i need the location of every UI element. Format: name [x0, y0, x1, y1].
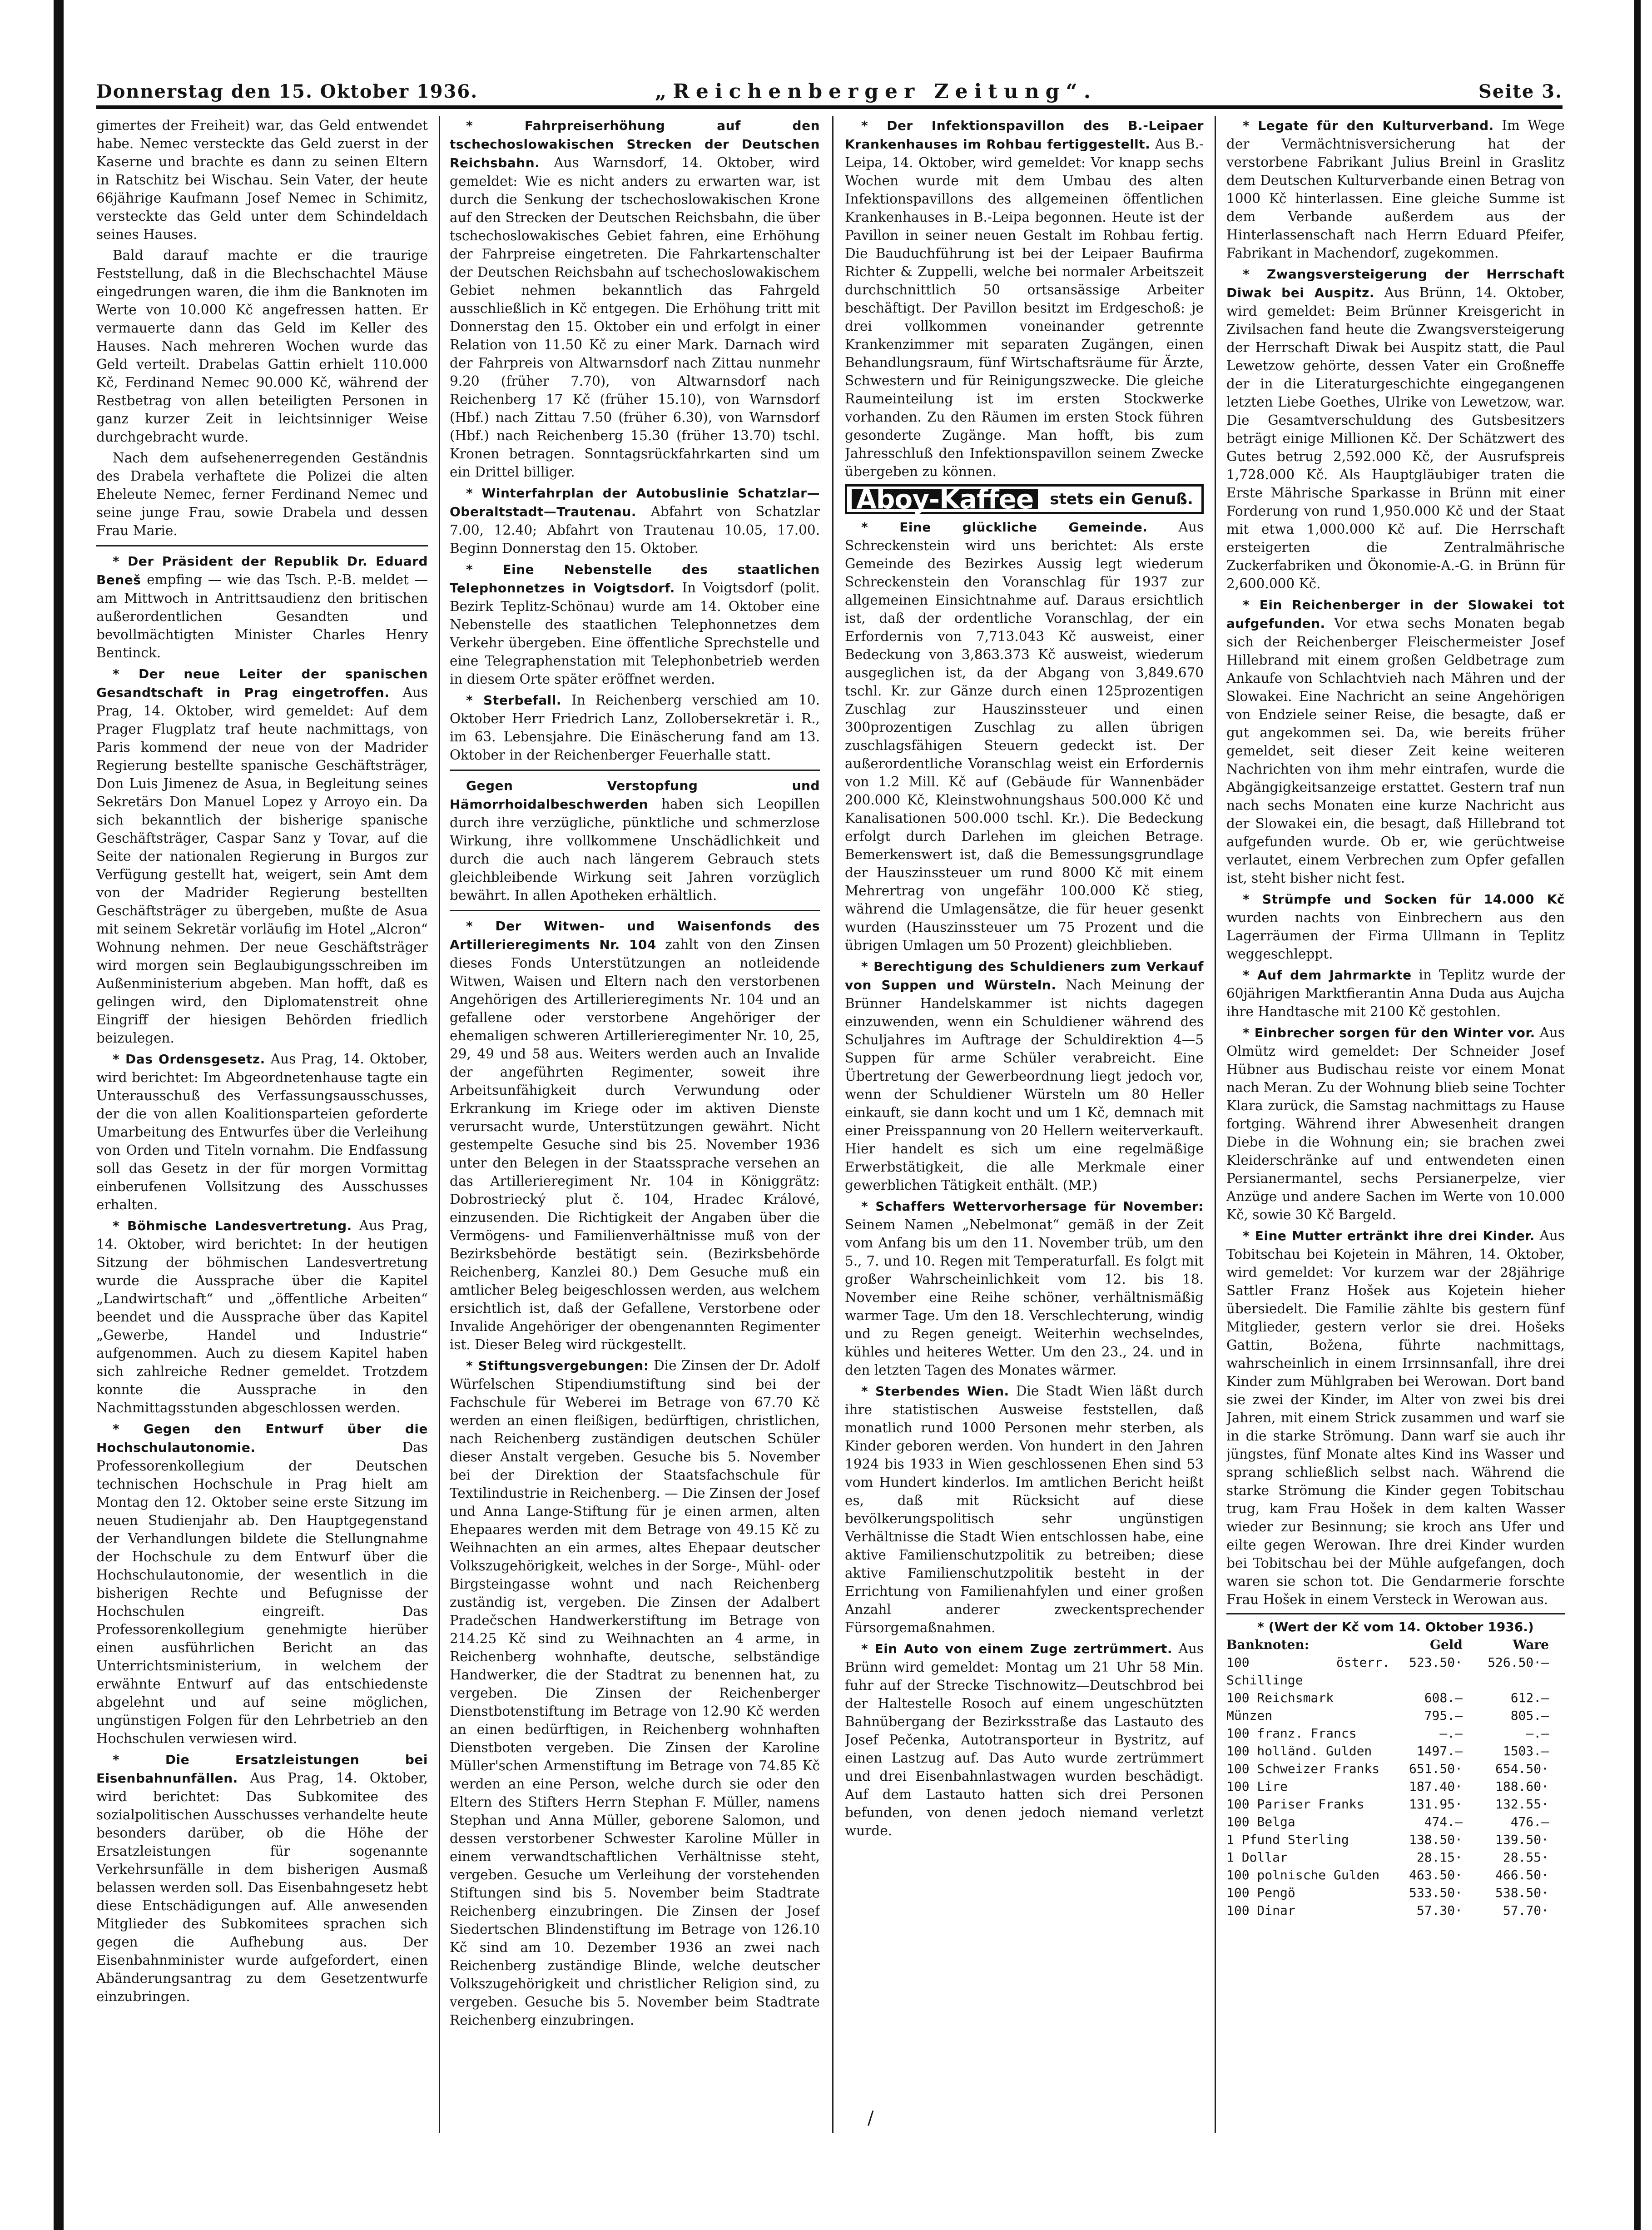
article-body: Aus B.-Leipa, 14. Oktober, wird gemeldet: Vor knapp sechs Wochen wurde mit dem Umbau des alten Infektionspavillons des allgemeinen öffentlichen Krankenhauses in B.-Leipa begonnen. Heute ist der Pavillon in seiner neuen Gestalt im Rohbau fertig. Die Bauduchführung ist bei der Leipaer Baufirma Richter & Zuppelli, welche bei normaler Arbeitszeit durchschnittlich 50 ortsansässige Arbeiter beschäftigt. Der Pavillon besitzt im Erdgeschoß: je drei vollkommen voneinander getrennte Krankenzimmer mit separaten Zugängen, einen Behandlungsraum, fünf Wirtschaftsräume für Ärzte, Schwestern und für Reinigungszwecke. Die gleiche Raumeinteilung ist im ersten Stockwerke vorhanden. Zu den Räumen im ersten Stock führen gesonderte Zugänge. Man hofft, bis zum Jahresschluß den Infektionspavillon seinem Zwecke übergeben zu können. [845, 136, 1204, 479]
article-paragraph [1226, 116, 1565, 262]
rate-geld: 533.50· [1409, 1885, 1463, 1900]
masthead-rule [96, 105, 1563, 109]
article-paragraph [96, 665, 428, 1047]
article-headline: * Der Witwen- und Waisenfonds des Artillerieregiments Nr. 104 [450, 919, 820, 952]
rate-geld: 474.— [1424, 1814, 1463, 1829]
ad-brand: Aboy-Kaffee [852, 489, 1038, 509]
currency-name: 100 Dinar [1226, 1903, 1295, 1918]
exchange-rate-row [1226, 1778, 1565, 1795]
currency-name: 100 holländ. Gulden [1226, 1743, 1372, 1758]
article-headline: * Das Ordensgesetz. [113, 1052, 265, 1067]
exchange-rate-title: * (Wert der Kč vom 14. Oktober 1936.) [1257, 1619, 1534, 1634]
article-headline: * Gegen den Entwurf über die Hochschulautonomie. [96, 1421, 428, 1455]
article-paragraph [96, 1217, 428, 1417]
rate-geld: 57.30· [1416, 1903, 1463, 1918]
article-body: Die Zinsen der Dr. Adolf Würfelschen Stipendiumstiftung sind bei der Fachschule für Weberei im Betrage von 67.70 Kč werden an einen fleißigen, bedürftigen, christlichen, nach Reichenberg zuständigen deutschen Schüler dieser Anstalt vergeben. Gesuche bis 5. November bei der Direktion der Staatsfachschule für Textilindustrie in Reichenberg. — Die Zinsen der Josef und Anna Lange-Stiftung für je einen armen, alten Ehepaares werden mit dem Betrage von 49.15 Kč zu Weihnachten an ein armes, altes Ehepaar deutscher Volkszugehörigkeit, welches in der Sorge-, Mühl- oder Birgsteingasse wohnt und nach Reichenberg zuständig ist, vergeben. Die Zinsen der Adalbert Pradečschen Handwerkerstiftung im Betrage von 214.25 Kč sind zu Weihnachten an 4 arme, in Reichenberg wohnhafte, deutsche, selbständige Handwerker, die der Stadtrat zu benennen hat, zu vergeben. Die Zinsen der Reichenberger Dienstbotenstiftung im Betrage von 12.90 Kč werden an einen bedürftigen, in Reichenberg wohnhaften Dienstboten vergeben. Die Zinsen der Karoline Müller'schen Armenstiftung im Betrage von 74.85 Kč werden an eine Person, welche durch sie oder den Eltern des Stifters Herrn Stephan F. Müller, namens Stephan und Anna Müller, geborene Salomon, und dessen verstorbener Schwester Karoline Müller in einem verwandtschaftlichen Verhältnisse steht, vergeben. Gesuche um Verleihung der vorstehenden Stiftungen sind bis 5. November beim Stadtrate Reichenberg einzubringen. Die Zinsen der Josef Siedertschen Blindenstiftung im Betrage von 126.10 Kč sind am 10. Dezember 1936 an zwei nach Reichenberg zuständige Blinde, welche deutscher Volkszugehörigkeit und christlicher Religion sind, zu vergeben. Gesuche bis 5. November beim Stadtrate Reichenberg einzubringen. [450, 1358, 820, 2028]
article-headline: * Eine glückliche Gemeinde. [861, 520, 1148, 535]
rate-ware: 28.55· [1503, 1850, 1549, 1865]
article-paragraph [1226, 1227, 1565, 1609]
article-body: empfing — wie das Tsch. P.-B. meldet — am Mittwoch in Antrittsaudienz den britischen außerordentlichen Gesandten und bevollmächtigten Minister Charles Henry Bentinck. [96, 572, 428, 661]
article-body: Nach Meinung der Brünner Handelskammer ist nichts dagegen einzuwenden, wenn ein Schuldiener während des Schuljahres im Auftrage der Schuldirektion 4—5 Suppen für arme Schüler verabreicht. Eine Übertretung der Gewerbeordnung liegt jedoch vor, wenn der Schuldiener Würsteln um 80 Heller einkauft, sie dann kocht und um 1 Kč, demnach mit einer Preisspannung von 20 Hellern weiterverkauft. Hier handelt es sich um eine regelmäßige Erwerbstätigkeit, die alle Merkmale einer gewerblichen Tätigkeit enthält. (MP.) [845, 977, 1204, 1193]
article-headline: * Stiftungsvergebungen: [466, 1358, 649, 1373]
rate-geld: 651.50· [1409, 1761, 1463, 1776]
article-body: Aus Tobitschau bei Kojetein in Mähren, 14. Oktober, wird gemeldet: Vor kurzem war der 28jährige Sattler Franz Hošek aus Kojetein hieher übersiedelt. Die Familie zählte bis gestern fünf Mitglieder, gestern verlor sie drei. Hošeks Gattin, Božena, führte nachmittags, wahrscheinlich in einem Irrsinnsanfall, ihre drei Kinder zum Mühlgraben bei Werowan. Dort band sie zwei der Kinder, im Alter von zwei bis drei Jahren, mit einem Strick zusammen und warf sie in die starke Strömung. Dann warf sie auch ihr jüngstes, fünf Monate altes Kind ins Wasser und sprang schließlich selbst nach. Während die starke Strömung die Kinder gegen Tobitschau trug, kam Frau Hošek in dem kalten Wasser wieder zur Besinnung; sie kroch ans Ufer und eilte gegen Werowan. Ihre drei Kinder wurden bei Tobitschau bei der Mühle aufgefangen, doch waren sie schon tot. Die Gendarmerie forschte Frau Hošek in einem Versteck in Werowan aus. [1226, 1228, 1565, 1607]
rate-geld: 187.40· [1409, 1779, 1463, 1794]
rate-ware: 476.— [1510, 1814, 1549, 1829]
exchange-rate-row [1226, 1902, 1565, 1919]
article-headline: * Fahrpreiserhöhung auf den tschechoslowakischen Strecken der Deutschen Reichsbahn. [450, 118, 820, 170]
article-body: Die Stadt Wien läßt durch ihre statistischen Ausweise feststellen, daß monatlich rund 1000 Personen mehr sterben, als Kinder geboren werden. Von hundert in den Jahren 1924 bis 1933 in Wien geschlossenen Ehen sind 53 vom Hundert kinderlos. Im amtlichen Bericht heißt es, daß mit Rücksicht auf diese bevölkerungspolitisch sehr ungünstigen Verhältnisse die Stadt Wien entschlossen habe, eine aktive Familienschutzpolitik zu betreiben; diese aktive Familienschutzpolitik besteht in der Errichtung von Familienahfylen und einer großen Anzahl anderer zweckentsprechender Fürsorgemaßnahmen. [845, 1383, 1204, 1635]
article-headline: * Sterbendes Wien. [861, 1384, 1009, 1399]
article-paragraph [1226, 596, 1565, 887]
article-headline: * Ein Auto von einem Zuge zertrümmert. [861, 1641, 1172, 1656]
currency-name: 1 Dollar [1226, 1850, 1288, 1865]
article-headline: * Einbrecher sorgen für den Winter vor. [1243, 1025, 1535, 1040]
currency-name: Münzen [1226, 1708, 1273, 1723]
article-paragraph [450, 484, 820, 557]
rate-geld: 463.50· [1409, 1867, 1463, 1882]
rate-geld: —.— [1439, 1726, 1463, 1741]
article-headline: * Sterbefall. [466, 693, 561, 708]
article-body: Nach dem aufsehenerregenden Geständnis des Drabela verhaftete die Polizei die alten Eheleute Nemec, ferner Ferdinand Nemec und seine junge Frau, sowie Drabela und dessen Frau Marie. [96, 450, 428, 538]
exchange-rate-row [1226, 1795, 1565, 1813]
article-headline: * Die Ersatzleistungen bei Eisenbahnunfällen. [96, 1752, 428, 1786]
article-body: Aus Prag, 14. Oktober, wird berichtet: In der heutigen Sitzung der böhmischen Landesvertretung wurde die Aussprache über die Kapitel „Landwirtschaft“ und „öffentliche Arbeiten“ beendet und die Aussprache über das Kapitel „Gewerbe, Handel und Industrie“ aufgenommen. Auch zu diesem Kapitel haben sich zahlreiche Redner gemeldet. Trotzdem konnte die Aussprache in den Nachmittagsstunden abgeschlossen werden. [96, 1218, 428, 1415]
currency-name: 1 Pfund Sterling [1226, 1832, 1349, 1847]
article-separator [96, 545, 428, 546]
article-paragraph [96, 1050, 428, 1214]
article-headline: Gegen Verstopfung und Hämorrhoidalbeschwerden [450, 778, 820, 812]
exchange-rate-table [1226, 1613, 1565, 1919]
header-ware: Ware [1513, 1637, 1549, 1652]
article-headline: * Ein Reichenberger in der Slowakei tot aufgefunden. [1226, 597, 1565, 631]
article-paragraph [845, 1197, 1204, 1379]
rate-ware: 57.70· [1503, 1903, 1549, 1918]
article-body: Aus Warnsdorf, 14. Oktober, wird gemeldet: Wie es nicht anders zu erwarten war, ist durch die Senkung der tschechoslowakischen Krone auf den Strecken der Deutschen Reichsbahn, die über tschechoslowakisches Gebiet fahren, eine Erhöhung der Fahrpreise eingetreten. Die Fahrkartenschalter der Deutschen Reichsbahn auf tschechoslowakischem Gebiet nehmen bekanntlich das Fahrgeld ausschließlich in Kč entgegen. Die Erhöhung tritt mit Donnerstag den 15. Oktober ein und erfolgt in einer Relation von 11.50 Kč zu einer Mark. Darnach wird der Fahrpreis von Altwarnsdorf nach Zittau nunmehr 9.20 (früher 7.70), von Altwarnsdorf nach Reichenberg 17 Kč (früher 15.10), von Warnsdorf (Hbf.) nach Zittau 7.50 (früher 6.30), von Warnsdorf (Hbf.) nach Reichenberg 15.30 (früher 13.70) tschl. Kronen betragen. Sonntagsrückfahrkarten sind um ein Drittel billiger. [450, 155, 820, 480]
scan-border-right [1634, 0, 1641, 2230]
currency-name: 100 Belga [1226, 1814, 1295, 1829]
exchange-rate-header [1226, 1636, 1565, 1654]
article-body: Aus Prag, 14. Oktober, wird gemeldet: Auf dem Prager Flugplatz traf heute nachmittags, von Paris kommend der neue von der Madrider Regierung bestellte spanische Geschäftsträger, Don Luis Jimenez de Asua, in Begleitung seines Sekretärs Don Manuel Lopez y Arroyo ein. Da sich bekanntlich der bisherige spanische Geschäftsträger, Caspar Sanz y Tovar, auf die Seite der nationalen Regierung in Burgos zur Verfügung gestellt hat, weigert, sein Amt dem von der Madrider Regierung bestellten Geschäftsträger zu übergeben, mußte de Asua mit seinem Sekretär vorläufig im Hotel „Alcron“ Wohnung nehmen. Der neue Geschäftsträger wird morgen sein Beglaubigungsschreiben im Außenministerium abgeben. Man hofft, daß es gelingen wird, den Diplomatenstreit ohne Eingriff der hiesigen Behörden friedlich beizulegen. [96, 685, 428, 1046]
article-paragraph [845, 1639, 1204, 1840]
article-body: In Reichenberg verschied am 10. Oktober Herr Friedrich Lanz, Zollobersekretär i. R., im 63. Lebensjahre. Die Einäscherung fand am 13. Oktober in der Reichenberger Feuerhalle statt. [450, 692, 820, 763]
article-headline: * Schaffers Wettervorhersage für November: [861, 1199, 1204, 1214]
article-headline: * Der Präsident der Republik Dr. Eduard Beneš [96, 554, 428, 587]
newspaper-title: „Reichenberger Zeitung“. [655, 80, 1097, 103]
header-geld: Geld [1430, 1637, 1463, 1652]
article-headline: * Eine Nebenstelle des staatlichen Telephonnetzes in Voigtsdorf. [450, 562, 820, 596]
article-headline: * Zwangsversteigerung der Herrschaft Diwak bei Auspitz. [1226, 267, 1565, 300]
rate-geld: 28.15· [1416, 1850, 1463, 1865]
article-body: Aus Schreckenstein wird uns berichtet: Als erste Gemeinde des Bezirkes Aussig legt wiederum Schreckenstein den Voranschlag für 1937 zur allgemeinen Einsichtnahme auf. Daraus ersichtlich ist, daß der ordentliche Voranschlag, der ein Erfordernis von 7,713.043 Kč ausweist, einer Bedeckung von 3,863.373 Kč ausweist, wiederum ausgeglichen ist, da der Abgang von 3,849.670 tschl. Kr. zur Gänze durch einen 125prozentigen Zuschlag zur Hauszinssteuer und einen 300prozentigen Zuschlag zu allen übrigen zuschlagsfähigen Steuern gedeckt ist. Der außerordentliche Voranschlag weist ein Erfordernis von 1.2 Mill. Kč auf (Gebäude für Wannenbäder 200.000 Kč, Kleinstwohnungshaus 500.000 Kč und Kanalisationen 500.000 tschl. Kr.). Die Bedeckung erfolgt durch Darlehen im gleichen Betrage. Bemerkenswert ist, daß die Bemessungsgrundlage der Hauszinssteuer um rund 8000 Kč mit einem Mehrertrag von ungefähr 100.000 Kč stieg, während die Umlagensätze, die für heuer gesenkt wurden (Hauszinssteuer um 75 Prozent und die übrigen Umlagen um 50 Prozent) gleichblieben. [845, 519, 1204, 953]
article-headline: * Eine Mutter ertränkt ihre drei Kinder. [1243, 1228, 1535, 1243]
article-body: Aus Brünn wird gemeldet: Montag um 21 Uhr 58 Min. fuhr auf der Strecke Tischnowitz—Deutschbrod bei der Haltestelle Rosoch auf einem ungeschützten Bahnübergang der Bezirksstraße das Lastauto des Josef Pečenka, Autotransporteur in Bystritz, auf einen Lastzug auf. Das Auto wurde zertrümmert und drei Eisenbahnlastwagen wurden beschädigt. Auf dem Lastauto hatten sich drei Personen befunden, von denen jedoch niemand verletzt wurde. [845, 1641, 1204, 1838]
article-paragraph [1226, 265, 1565, 593]
rate-geld: 138.50· [1409, 1832, 1463, 1847]
article-body: Das Professorenkollegium der Deutschen technischen Hochschule in Prag hielt am Montag den 12. Oktober seine erste Sitzung im neuen Studienjahr ab. Den Hauptgegenstand der Verhandlungen bildete die Stellungnahme der Hochschule zu dem Entwurf über die Hochschulautonomie, der wesentlich in die bisherigen Rechte und Befugnisse der Hochschulen eingreift. Das Professorenkollegium genehmigte hierüber einen ausführlichen Bericht an das Unterrichtsministerium, in welchem der erwähnte Entwurf auf das entschiedenste abgelehnt und auf seine möglichen, ungünstigen Folgen für den Lehrbetrieb an den Hochschulen verwiesen wird. [96, 1440, 428, 1746]
article-paragraph [1226, 966, 1565, 1021]
article-headline: * Böhmische Landesvertretung. [113, 1218, 352, 1233]
article-paragraph [96, 1420, 428, 1748]
currency-name: 100 franz. Francs [1226, 1726, 1357, 1741]
page-mark: / [868, 2108, 874, 2129]
column-4 [1226, 116, 1565, 2133]
article-body: Abfahrt von Schatzlar 7.00, 12.40; Abfahrt von Trautenau 10.05, 17.00. Beginn Donnerstag den 15. Oktober. [450, 504, 820, 556]
article-body: Aus Olmütz wird gemeldet: Der Schneider Josef Hübner aus Budischau reiste vor einem Monat nach Meran. Zu der Wohnung blieb seine Tochter Klara zurück, die Samstag nachmittags zu Hause fortging. Während ihrer Abwesenheit drangen Diebe in die Wohnung ein; sie brachen zwei Kleiderschränke auf und entwendeten einen Persianermantel, sechs Persianerpelze, vier Anzüge und andere Sachen im Werte von 10.000 Kč, sowie 30 Kč Bargeld. [1226, 1025, 1565, 1222]
article-paragraph [450, 560, 820, 688]
article-body: Aus Prag, 14. Oktober, wird berichtet: Im Abgeordnetenhause tagte ein Unterausschuß des Verfassungsausschusses, der die von allen Koalitionsparteien geforderte Umarbeitung des Entwurfes über die Verleihung von Orden und Titeln vornahm. Die Endfassung soll das Gesetz in der für morgen Vormittag einberufenen Vollsitzung des Ausschusses erhalten. [96, 1051, 428, 1212]
article-body: Aus Brünn, 14. Oktober, wird gemeldet: Beim Brünner Kreisgericht in Zivilsachen fand heute die Zwangsversteigerung der Herrschaft Diwak bei Auspitz statt, die Paul Lewetzow gehörte, dessen Vater ein Großneffe der in die Literaturgeschichte eingegangenen letzten Liebe Goethes, Ulrike von Lewetzow, war. Die Gesamtverschuldung des Gutsbesitzers beträgt einige Millionen Kč. Der Schätzwert des Gutes betrug 2,592.000 Kč, der Ausrufspreis 1,728.000 Kč. Als Hauptgläubiger traten die Erste Mährische Sparkasse in Brünn mit einer Forderung von rund 1,950.000 Kč und der Staat mit etwa 1,000.000 Kč auf. Die Herrschaft ersteigerten die Zentralmährische Zuckerfabriken und Ökonomie-A.-G. in Brünn für 2,600.000 Kč. [1226, 285, 1565, 591]
rate-ware: 538.50· [1495, 1885, 1549, 1900]
article-body: gimertes der Freiheit) war, das Geld entwendet habe. Nemec versteckte das Geld zuerst in der Kaserne und brachte es dann zu seinen Eltern in Ratschitz bei Wischau. Sein Vater, der heute 66jährige Kaufmann Josef Nemec in Schimitz, versteckte das Geld unter dem Schindeldach seines Hauses. [96, 118, 428, 242]
currency-name: 100 Reichsmark [1226, 1690, 1334, 1705]
rate-ware: 526.50·— [1488, 1655, 1549, 1670]
article-paragraph [96, 552, 428, 662]
column-2 [450, 116, 820, 2133]
exchange-rate-row [1226, 1866, 1565, 1884]
article-body: Vor etwa sechs Monaten begab sich der Reichenberger Fleischermeister Josef Hillebrand mit einem großen Geldbetrage zum Ankaufe von Schlachtvieh nach Mähren und der Slowakei. Eine Nachricht an seine Angehörigen von Endziele seiner Reise, die besagte, daß er gut angekommen sei. Da, wie bereits früher gemeldet, seit dieser Zeit keine weiteren Nachrichten von ihm mehr eintrafen, wurde die Abgängigkeitsanzeige erstattet. Gestern traf nun nach sechs Monaten eine kurze Nachricht aus der Slowakei ein, die besagt, daß Hillebrand tot aufgefunden wurde. Ob er, wie gerüchtweise verlautet, einem Verbrechen zum Opfer gefallen ist, steht bisher nicht fest. [1226, 616, 1565, 886]
page-number: Seite 3. [1478, 81, 1563, 102]
article-headline: * Winterfahrplan der Autobuslinie Schatzlar—Oberaltstadt—Trautenau. [450, 486, 820, 519]
exchange-rate-row [1226, 1654, 1565, 1689]
article-body: Seinem Namen „Nebelmonat“ gemäß in der Zeit vom Anfang bis um den 11. November trüb, um den 5., 7. und 10. Regen mit Temperaturfall. Es folgt mit großer Wahrscheinlichkeit vom 12. bis 18. November eine Reihe schöner, verhältnismäßig warmer Tage. Um den 18. Verschlechterung, windig und zu Regen geneigt. Weiterhin wechselndes, kühles und heiteres Wetter. Um den 23., 24. und in den letzten Tagen des Monates wärmer. [845, 1217, 1204, 1378]
article-paragraph [96, 1750, 428, 2006]
article-paragraph [450, 1356, 820, 2029]
exchange-rate-row [1226, 1742, 1565, 1760]
rate-ware: —.— [1526, 1726, 1549, 1741]
rate-geld: 131.95· [1409, 1797, 1463, 1812]
currency-name: 100 Pengö [1226, 1885, 1295, 1900]
masthead [96, 76, 1563, 108]
article-paragraph [450, 917, 820, 1354]
column-1 [96, 116, 428, 2133]
article-paragraph [1226, 1023, 1565, 1224]
rate-geld: 1497.— [1416, 1743, 1463, 1758]
article-separator [450, 770, 820, 771]
article-headline: * Der Infektionspavillon des B.-Leipaer Krankenhauses im Rohbau fertiggestellt. [845, 118, 1204, 152]
article-body: in Teplitz wurde der 60jährigen Marktfierantin Anna Duda aus Aujcha ihre Handtasche mit 2100 Kč gestohlen. [1226, 967, 1565, 1019]
rate-ware: 1503.— [1503, 1743, 1549, 1758]
rate-geld: 795.— [1424, 1708, 1463, 1723]
article-paragraph [96, 449, 428, 540]
article-paragraph [845, 957, 1204, 1194]
advertisement [845, 484, 1204, 514]
exchange-rate-row [1226, 1707, 1565, 1724]
article-headline: * Legate für den Kulturverband. [1243, 118, 1494, 133]
article-headline: * Berechtigung des Schuldieners zum Verkauf von Suppen und Würsteln. [845, 959, 1204, 993]
article-headline: * Auf dem Jahrmarkte [1243, 968, 1412, 983]
article-paragraph [450, 776, 820, 904]
article-headline: * Strümpfe und Socken für 14.000 Kč [1243, 892, 1565, 907]
article-body: zahlt von den Zinsen dieses Fonds Unterstützungen an notleidende Witwen, Waisen und Eltern nach den verstorbenen Angehörigen des Artillerieregiments Nr. 104 und an gefallene oder verstorbene Angehöriger der ehemaligen schweren Artillerieregimenter Nr. 10, 25, 29, 49 und 58 aus. Weiters werden auch an Invalide der angeführten Regimenter, soweit ihre Arbeitsunfähigkeit durch Verwundung oder Erkrankung im Kriege oder im aktiven Dienste verursacht wurde, Unterstützungen gewährt. Nicht gestempelte Gesuche sind bis 25. November 1936 unter den Belegen in der Staatssprache versehen an das Artillerieregiment Nr. 104 in Königgrätz: Dobrostriecký plut č. 104, Hradec Králové, einzusenden. Die Richtigkeit der Angaben über die Vermögens- und Familienverhältnisse muß von der Bezirksbehörde bestätigt sein. (Bezirksbehörde Reichenberg, Kanzlei 80.) Dem Gesuche muß ein amtlicher Beleg beigeschlossen werden, aus welchem ersichtlich ist, daß der Gefallene, Verstorbene oder Invalide Angehöriger der obengenannten Regimenter ist. Dieser Beleg wird rückgestellt. [450, 937, 820, 1352]
exchange-rate-row [1226, 1884, 1565, 1902]
rate-geld: 523.50· [1409, 1655, 1463, 1670]
exchange-rate-row [1226, 1760, 1565, 1778]
exchange-rate-row [1226, 1848, 1565, 1866]
column-rule [1215, 116, 1216, 2133]
rate-ware: 612.— [1510, 1690, 1549, 1705]
rate-ware: 139.50· [1495, 1832, 1549, 1847]
column-rule [832, 116, 833, 2133]
article-body: Im Wege der Vermächtnisversicherung hat der verstorbene Fabrikant Julius Breinl in Graslitz dem Deutschen Kulturverbande einen Betrag von 1000 Kč hinterlassen. Eine gleiche Summe ist dem Verbande außerdem aus der Hinterlassenschaft nach Herrn Eduard Pfeifer, Fabrikant in Machendorf, zugekommen. [1226, 118, 1565, 261]
currency-name: 100 polnische Gulden [1226, 1867, 1380, 1882]
article-body: wurden nachts von Einbrechern aus den Lagerräumen der Firma Ullmann in Teplitz weggeschleppt. [1226, 910, 1565, 962]
exchange-rate-row [1226, 1813, 1565, 1831]
currency-name: 100 Pariser Franks [1226, 1797, 1364, 1812]
exchange-rate-row [1226, 1689, 1565, 1707]
currency-name: 100 österr. Schillinge [1226, 1655, 1390, 1688]
column-rule [439, 116, 440, 2133]
article-body: Bald darauf machte er die traurige Feststellung, daß in die Blechschachtel Mäuse eingedrungen waren, die ihm die Banknoten im Werte von 10.000 Kč angefressen hatten. Er vermauerte dann das Geld im Keller des Hauses. Nach mehreren Wochen wurde das Geld verteilt. Drabelas Gattin erhielt 110.000 Kč, Ferdinand Nemec 90.000 Kč, während der Restbetrag von allen beteiligten Personen in ganz kurzer Zeit in leichtsinniger Weise durchgebracht wurde. [96, 248, 428, 445]
article-paragraph [845, 518, 1204, 954]
article-headline: * Der neue Leiter der spanischen Gesandtschaft in Prag eingetroffen. [96, 666, 428, 700]
rate-ware: 654.50· [1495, 1761, 1549, 1776]
article-paragraph [450, 116, 820, 481]
header-banknotes: Banknoten: [1226, 1637, 1310, 1652]
ad-tagline: stets ein Genuß. [1050, 490, 1193, 508]
rate-geld: 608.— [1424, 1690, 1463, 1705]
currency-name: 100 Schweizer Franks [1226, 1761, 1380, 1776]
article-paragraph [845, 1382, 1204, 1637]
column-3 [845, 116, 1204, 2133]
exchange-rate-row [1226, 1831, 1565, 1848]
article-paragraph [450, 691, 820, 764]
rate-ware: 188.60· [1495, 1779, 1549, 1794]
article-body: haben sich Leopillen durch ihre verzügliche, pünktliche und schmerzlose Wirkung, ihre vollkommene Unschädlichkeit und durch die auch nach längerem Gebrauch stets gleichbleibende Wirkung seit Jahren vorzüglich bewährt. In allen Apotheken erhältlich. [450, 796, 820, 903]
article-paragraph [1226, 890, 1565, 963]
article-paragraph [845, 116, 1204, 481]
rate-ware: 132.55· [1495, 1797, 1549, 1812]
issue-date: Donnerstag den 15. Oktober 1936. [96, 81, 478, 102]
rate-ware: 805.— [1510, 1708, 1549, 1723]
scan-border-left [54, 0, 64, 2230]
article-paragraph [96, 246, 428, 446]
article-separator [450, 910, 820, 911]
article-body: Aus Prag, 14. Oktober, wird berichtet: Das Subkomitee des sozialpolitischen Ausschusses verhandelte heute besonders darüber, ob die Höhe der Ersatzleistungen für sogenannte Verkehrsunfälle in dem bisherigen Ausmaß belassen werden soll. Das Eisenbahngesetz hebt diese Entschädigungen auf. Alle anwesenden Mitglieder des Subkomitees sprachen sich gegen die Aufhebung aus. Der Eisenbahnminister wurde aufgefordert, einen Abänderungsantrag zu dem Gesetzentwurfe einzubringen. [96, 1770, 428, 2004]
article-body: In Voigtsdorf (polit. Bezirk Teplitz-Schönau) wurde am 14. Oktober eine Nebenstelle des staatlichen Telephonnetzes dem Verkehr übergeben. Eine öffentliche Sprechstelle und eine Telegraphenstation mit Telephonbetrieb werden in diesem Orte später eröffnet werden. [450, 580, 820, 687]
article-paragraph [96, 116, 428, 243]
currency-name: 100 Lire [1226, 1779, 1288, 1794]
rate-ware: 466.50· [1495, 1867, 1549, 1882]
exchange-rate-row [1226, 1724, 1565, 1742]
